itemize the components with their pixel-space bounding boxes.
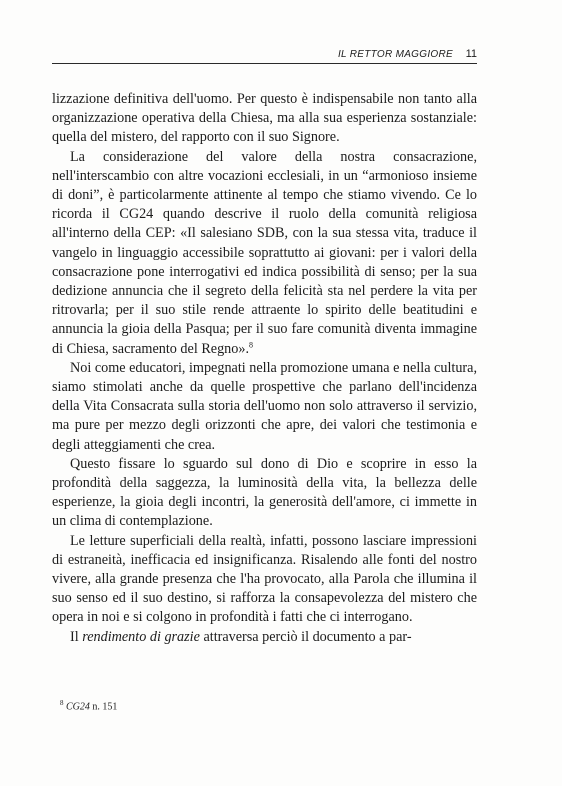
- body-text: [52, 90, 477, 647]
- footnote-source: CG24: [66, 701, 90, 713]
- running-title: IL RETTOR MAGGIORE: [337, 49, 453, 60]
- paragraph-6-emphasis: rendimento di grazie: [82, 628, 200, 645]
- paragraph-6: [52, 628, 477, 647]
- running-header: [52, 47, 477, 64]
- footnote-rest: n. 151: [89, 701, 118, 713]
- page-number: 11: [465, 48, 477, 60]
- footnote-marker: 8: [60, 699, 64, 707]
- paragraph-6-suffix: attraversa perciò il documento a par-: [199, 628, 412, 645]
- paragraph-3: Noi come educatori, impegnati nella promozione umana e nella cultura, siamo stimolati anche da quelle prospettive che parlano dell'incidenza della Vita Consacrata sulla storia dell'uomo non solo attraverso il servizio, ma pure per mezzo degli orizzonti che apre, dei valori che testimonia e degli atteggiamenti che crea.: [52, 359, 477, 453]
- paragraph-6-prefix: Il: [70, 628, 83, 645]
- paragraph-4: Questo fissare lo sguardo sul dono di Dio e scoprire in esso la profondità della saggezza, la luminosità della vita, la bellezza delle esperienze, la gioia degli incontri, la generosità dell'amore, ci immette in un clima di contemplazione.: [52, 455, 477, 530]
- paragraph-2-text: La considerazione del valore della nostra consacrazione, nell'interscambio con altre vocazioni ecclesiali, in un “armonioso insieme di doni”, è particolarmente attinente al tempo che stiamo vivendo. Ce lo ricorda il CG24 quando descrive il ruolo della comunità religiosa all'interno della CEP: «Il salesiano SDB, con la sua stessa vita, traduce il vangelo in linguaggio accessibile soprattutto ai giovani: per i valori della consacrazione pone interrogativi ed indica possibilità di senso; per la sua dedizione annuncia che il segreto della felicità sta nel perdere la vita per ritrovarla; per il suo stile rende attraente lo spirito delle beatitudini e annuncia la gioia della Pasqua; per il suo fare comunità diventa immagine di Chiesa, sacramento del Regno».: [52, 148, 477, 357]
- paragraph-2: [52, 148, 477, 359]
- paragraph-1: lizzazione definitiva dell'uomo. Per questo è indispensabile non tanto alla organizzazione operativa della Chiesa, ma alla sua esperienza sostanziale: quella del mistero, del rapporto con il suo Signore.: [52, 91, 477, 146]
- paragraph-5: Le letture superficiali della realtà, infatti, possono lasciare impressioni di estraneità, inefficacia ed insignificanza. Risalendo alle fonti del nostro vivere, alla grande presenza che l'ha provocato, alla Parola che illumina il suo senso ed il suo destino, si rafforza la consapevolezza del mistero che opera in noi e si colgono in profondità i fatti che ci interrogano.: [52, 532, 477, 626]
- footnote: [60, 699, 117, 712]
- footnote-reference: 8: [249, 339, 253, 349]
